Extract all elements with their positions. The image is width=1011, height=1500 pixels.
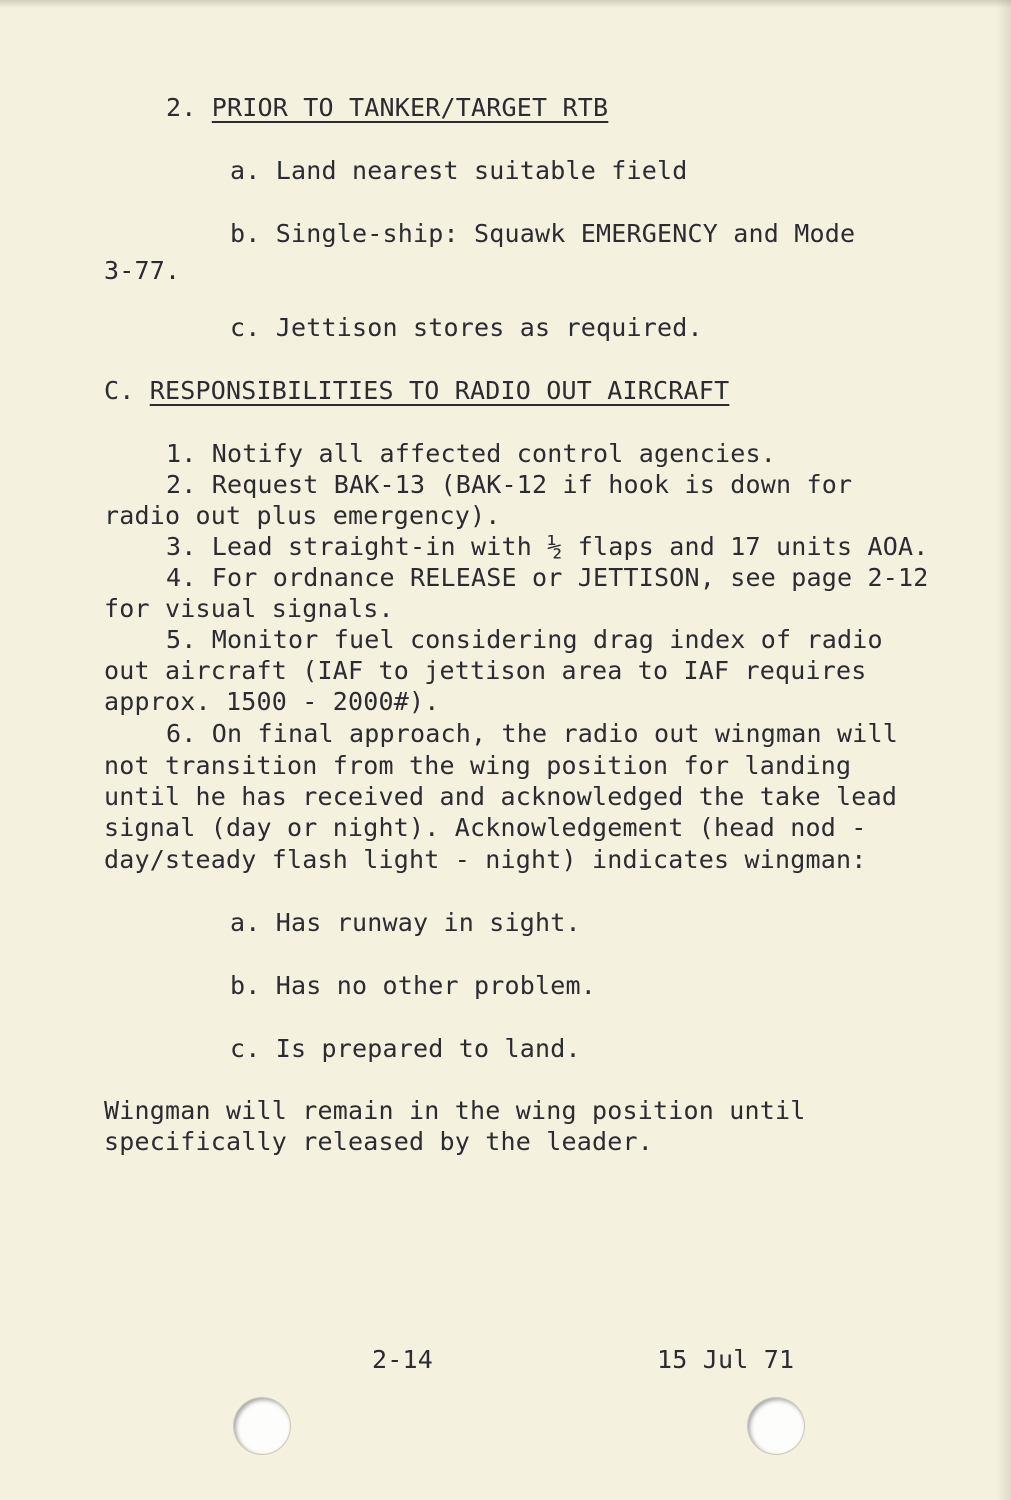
item-2b: b. Single-ship: Squawk EMERGENCY and Mode [230,219,856,248]
sub-item-c: c. Is prepared to land. [230,1034,581,1063]
item-2a: a. Land nearest suitable field [230,156,688,185]
item-c6-continuation-2: until he has received and acknowledged the take lead [104,782,898,811]
item-c6-continuation-1: not transition from the wing position for landing [104,751,852,780]
item-c1: 1. Notify all affected control agencies. [166,439,777,468]
page-right-shadow [997,0,1011,1500]
item-c5-continuation-1: out aircraft (IAF to jettison area to IAF requires [104,656,867,685]
section-c-heading: C. RESPONSIBILITIES TO RADIO OUT AIRCRAFT [104,376,730,405]
footer-page-number: 2-14 [372,1345,434,1374]
item-2b-continuation: 3-77. [104,256,181,285]
item-c5-continuation-2: approx. 1500 - 2000#). [104,687,440,716]
closing-line-1: Wingman will remain in the wing position until [104,1096,806,1125]
item-c4: 4. For ordnance RELEASE or JETTISON, see page 2-12 [166,563,929,592]
section-c-heading-text: RESPONSIBILITIES TO RADIO OUT AIRCRAFT [149,376,730,405]
page-top-shadow [0,0,1011,8]
item-c6-continuation-3: signal (day or night). Acknowledgement (head nod - [104,813,867,842]
sub-item-a: a. Has runway in sight. [230,908,581,937]
item-c4-continuation: for visual signals. [104,594,394,623]
binder-hole-right [748,1398,804,1454]
section-2-heading-text: PRIOR TO TANKER/TARGET RTB [211,93,609,122]
item-c6-continuation-4: day/steady flash light - night) indicates wingman: [104,845,867,874]
sub-item-b: b. Has no other problem. [230,971,597,1000]
item-c3: 3. Lead straight-in with ½ flaps and 17 units AOA. [166,532,929,561]
item-2c: c. Jettison stores as required. [230,313,703,342]
closing-line-2: specifically released by the leader. [104,1127,654,1156]
binder-hole-left [234,1398,290,1454]
item-c2-continuation: radio out plus emergency). [104,501,501,530]
item-c6: 6. On final approach, the radio out wingman will [166,719,899,748]
item-c2: 2. Request BAK-13 (BAK-12 if hook is down for [166,470,853,499]
section-2-heading: 2. PRIOR TO TANKER/TARGET RTB [166,93,609,122]
item-c5: 5. Monitor fuel considering drag index of radio [166,625,883,654]
footer-date: 15 Jul 71 [657,1345,795,1374]
